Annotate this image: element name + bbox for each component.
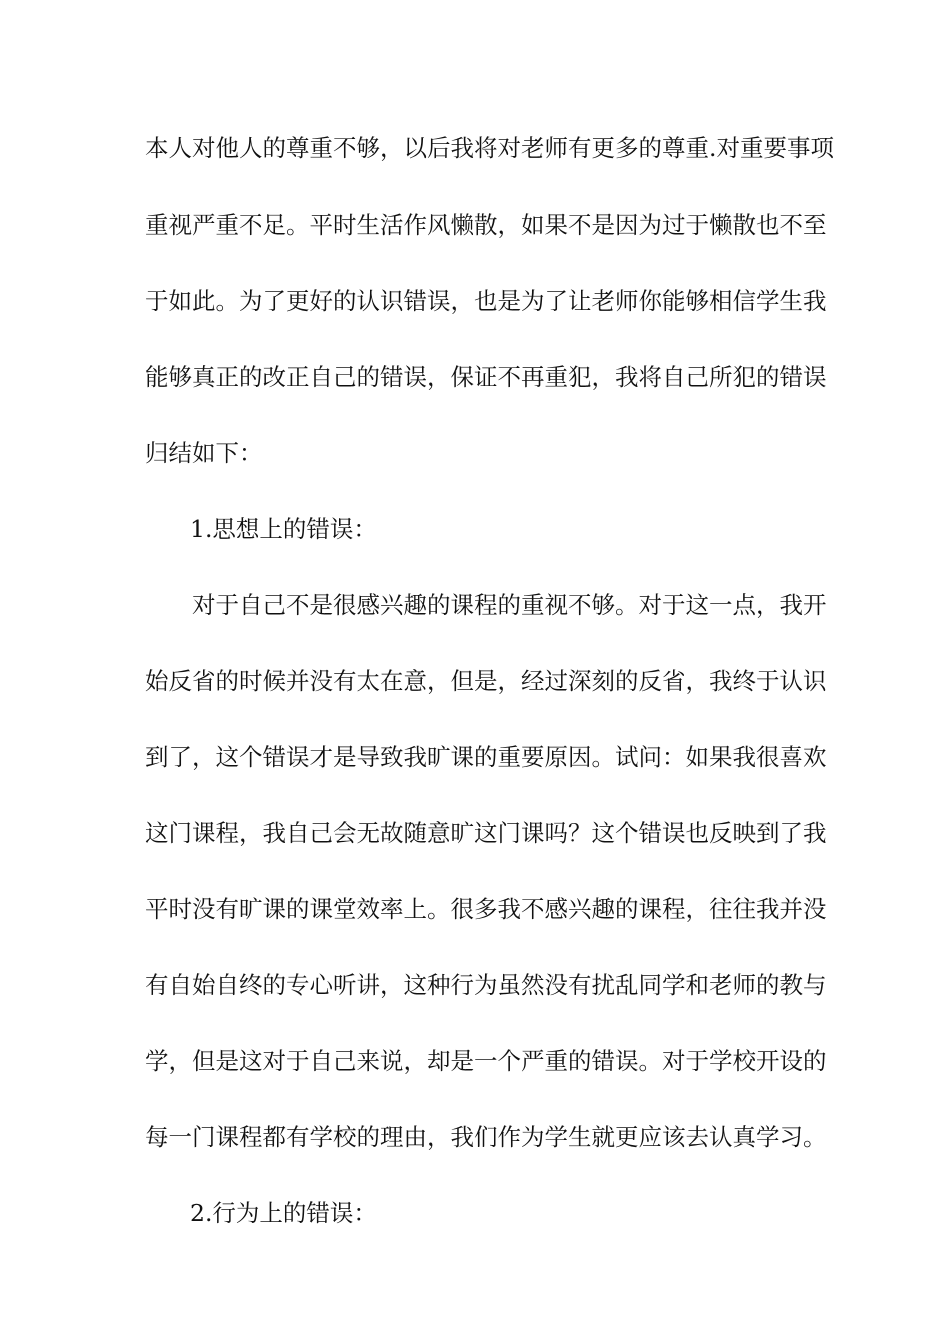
paragraph-2-line-4: 这门课程，我自己会无故随意旷这门课吗？这个错误也反映到了我 xyxy=(145,819,827,847)
paragraph-2-line-3: 到了，这个错误才是导致我旷课的重要原因。试问：如果我很喜欢 xyxy=(145,743,827,771)
paragraph-2-line-8: 每一门课程都有学校的理由，我们作为学生就更应该去认真学习。 xyxy=(145,1123,827,1151)
paragraph-2-line-1: 对于自己不是很感兴趣的课程的重视不够。对于这一点，我开 xyxy=(192,591,827,619)
paragraph-1-line-2: 重视严重不足。平时生活作风懒散，如果不是因为过于懒散也不至 xyxy=(145,211,827,239)
paragraph-1-line-3: 于如此。为了更好的认识错误，也是为了让老师你能够相信学生我 xyxy=(145,287,827,315)
paragraph-2-line-7: 学，但是这对于自己来说，却是一个严重的错误。对于学校开设的 xyxy=(145,1047,827,1075)
paragraph-1-line-5: 归结如下： xyxy=(145,439,263,467)
paragraph-2-line-6: 有自始自终的专心听讲，这种行为虽然没有扰乱同学和老师的教与 xyxy=(145,971,827,999)
paragraph-2-line-5: 平时没有旷课的课堂效率上。很多我不感兴趣的课程，往往我并没 xyxy=(145,895,827,923)
paragraph-1-line-1: 本人对他人的尊重不够，以后我将对老师有更多的尊重.对重要事项 xyxy=(145,134,834,162)
section-heading-1: 1.思想上的错误： xyxy=(190,515,377,543)
paragraph-2-line-2: 始反省的时候并没有太在意，但是，经过深刻的反省，我终于认识 xyxy=(145,667,827,695)
paragraph-1-line-4: 能够真正的改正自己的错误，保证不再重犯，我将自己所犯的错误 xyxy=(145,363,827,391)
section-heading-2: 2.行为上的错误： xyxy=(190,1199,377,1227)
